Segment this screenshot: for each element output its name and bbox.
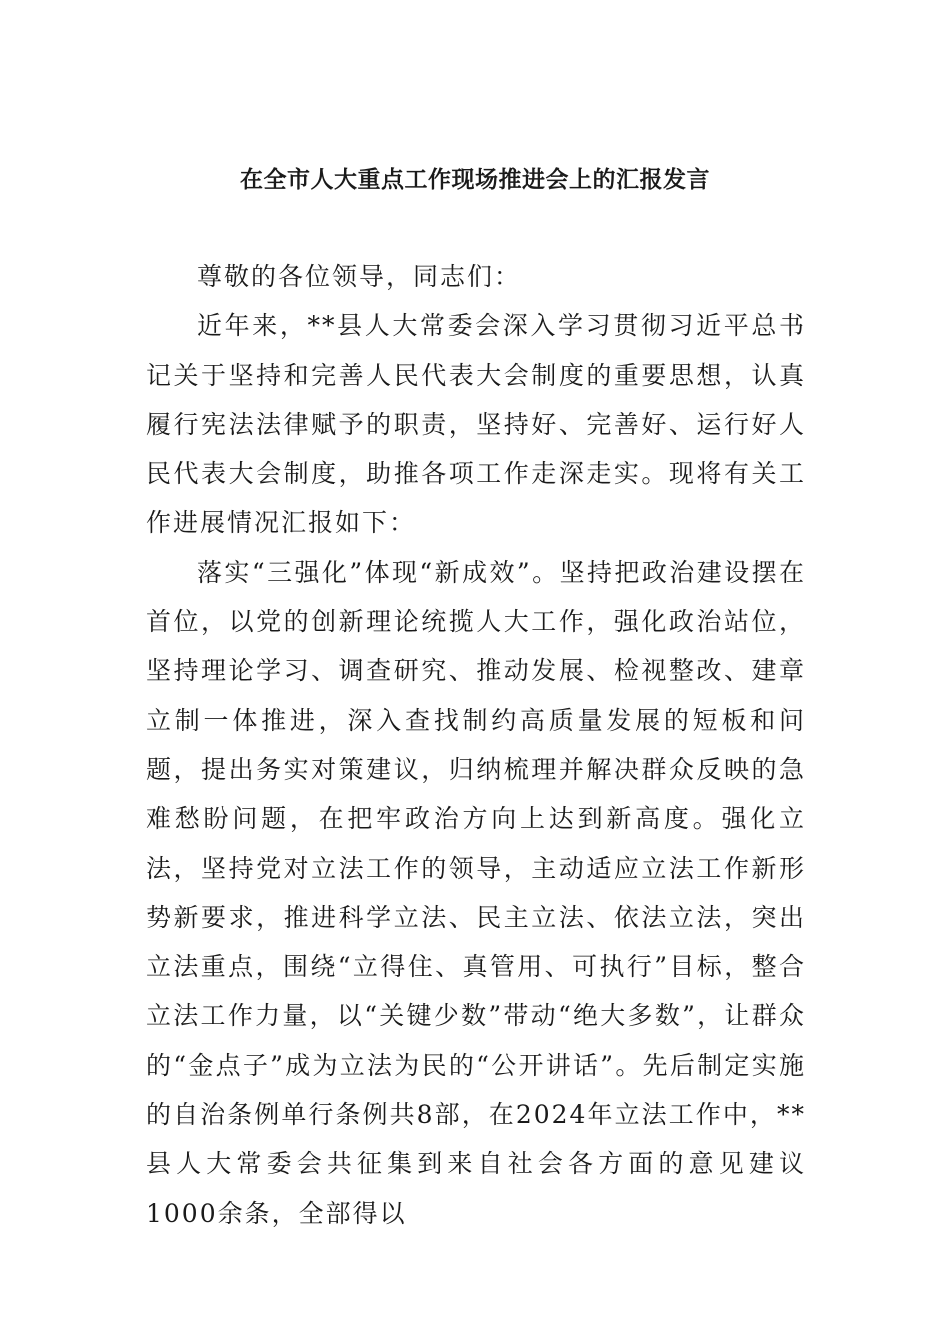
document-title: 在全市人大重点工作现场推进会上的汇报发言 xyxy=(240,167,710,193)
paragraph-intro: 近年来，**县人大常委会深入学习贯彻习近平总书记关于坚持和完善人民代表大会制度的重要思想，认真履行宪法法律赋予的职责，坚持好、完善好、运行好人民代表大会制度，助推各项工作走深走实。现将有关工作进展情况汇报如下： xyxy=(146,311,806,538)
paragraph-section-1: 落实“三强化”体现“新成效”。坚持把政治建设摆在首位，以党的创新理论统揽人大工作，强化政治站位，坚持理论学习、调查研究、推动发展、检视整改、建章立制一体推进，深入查找制约高质量发展的短板和问题，提出务实对策建议，归纳梳理并解决群众反映的急难愁盼问题，在把牢政治方向上达到新高度。强化立法，坚持党对立法工作的领导，主动适应立法工作新形势新要求，推进科学立法、民主立法、依法立法，突出立法重点，围绕“立得住、真管用、可执行”目标，整合立法工作力量，以“关键少数”带动“绝大多数”，让群众的“金点子”成为立法为民的“公开讲话”。先后制定实施的自治条例单行条例共8部，在2024年立法工作中，**县人大常委会共征集到来自社会各方面的意见建议1000余条，全部得以 xyxy=(146,557,806,1228)
document-body xyxy=(146,252,806,1238)
salutation: 尊敬的各位领导，同志们： xyxy=(197,262,522,291)
